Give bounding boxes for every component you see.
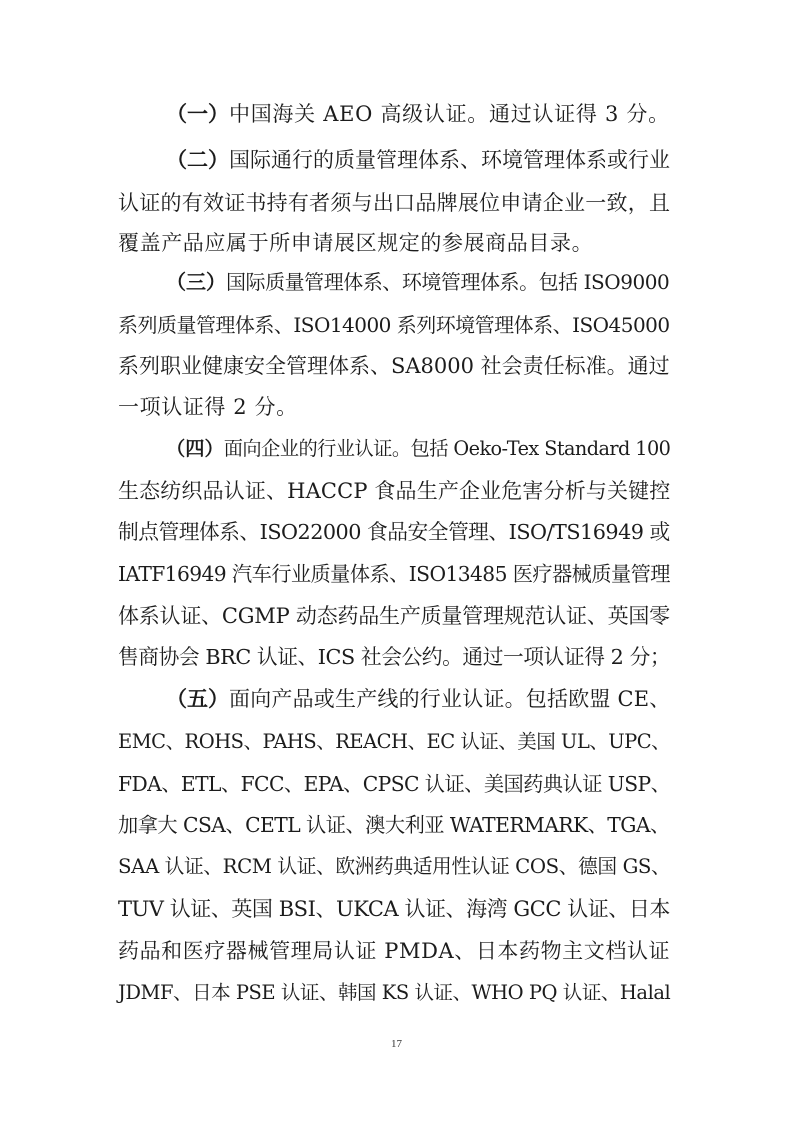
paragraph-5-line-2: EMC、ROHS、PAHS、REACH、EC 认证、美国 UL、UPC、 xyxy=(118,730,671,753)
paragraph-4-line-4: IATF16949 汽车行业质量体系、ISO13485 医疗器械质量管理 xyxy=(118,562,670,586)
paragraph-5-number: （五） xyxy=(166,686,229,711)
paragraph-5-line-6: TUV 认证、英国 BSI、UKCA 认证、海湾 GCC 认证、日本 xyxy=(118,897,670,921)
paragraph-3-number: （三） xyxy=(166,270,226,294)
paragraph-3-line-2: 系列质量管理体系、ISO14000 系列环境管理体系、ISO45000 xyxy=(118,313,670,337)
paragraph-3-line-3: 系列职业健康安全管理体系、SA8000 社会责任标准。通过 xyxy=(118,354,670,378)
paragraph-3-line-1 xyxy=(166,268,669,296)
paragraph-3-line-4: 一项认证得 2 分。 xyxy=(118,395,298,419)
paragraph-1-number: （一） xyxy=(166,101,229,126)
paragraph-4-text: 面向企业的行业认证。包括 Oeko-Tex Standard 100 xyxy=(223,437,671,460)
paragraph-2-line-1 xyxy=(166,146,670,174)
paragraph-2-line-2: 认证的有效证书持有者须与出口品牌展位申请企业一致，且 xyxy=(118,191,671,215)
paragraph-5-line-5: SAA 认证、RCM 认证、欧洲药典适用性认证 COS、德国 GS、 xyxy=(118,855,671,878)
paragraph-5-line-1 xyxy=(166,685,670,713)
paragraph-2-number: （二） xyxy=(166,147,229,172)
paragraph-4-line-1 xyxy=(166,435,670,463)
paragraph-4-number: （四） xyxy=(166,437,224,460)
paragraph-2-line-3: 覆盖产品应属于所申请展区规定的参展商品目录。 xyxy=(118,231,594,255)
paragraph-1-line-1 xyxy=(166,100,670,128)
page-number: 17 xyxy=(391,1038,402,1050)
paragraph-4-line-6: 售商协会 BRC 认证、ICS 社会公约。通过一项认证得 2 分； xyxy=(118,645,671,669)
paragraph-2-text: 国际通行的质量管理体系、环境管理体系或行业 xyxy=(229,148,670,172)
paragraph-5-line-7: 药品和医疗器械管理局认证 PMDA、日本药物主文档认证 xyxy=(118,939,671,963)
paragraph-3-text: 国际质量管理体系、环境管理体系。包括 ISO9000 xyxy=(226,270,670,294)
paragraph-5-line-4: 加拿大 CSA、CETL 认证、澳大利亚 WATERMARK、TGA、 xyxy=(118,813,670,837)
paragraph-1-text: 中国海关 AEO 高级认证。通过认证得 3 分。 xyxy=(229,102,670,126)
paragraph-4-line-2: 生态纺织品认证、HACCP 食品生产企业危害分析与关键控 xyxy=(118,479,671,503)
paragraph-5-line-3: FDA、ETL、FCC、EPA、CPSC 认证、美国药典认证 USP、 xyxy=(118,772,671,796)
paragraph-5-line-8: JDMF、日本 PSE 认证、韩国 KS 认证、WHO PQ 认证、Halal xyxy=(118,981,671,1004)
paragraph-4-line-5: 体系认证、CGMP 动态药品生产质量管理规范认证、英国零 xyxy=(118,604,670,628)
paragraph-4-line-3: 制点管理体系、ISO22000 食品安全管理、ISO/TS16949 或 xyxy=(118,520,670,544)
paragraph-5-text: 面向产品或生产线的行业认证。包括欧盟 CE、 xyxy=(229,687,671,711)
